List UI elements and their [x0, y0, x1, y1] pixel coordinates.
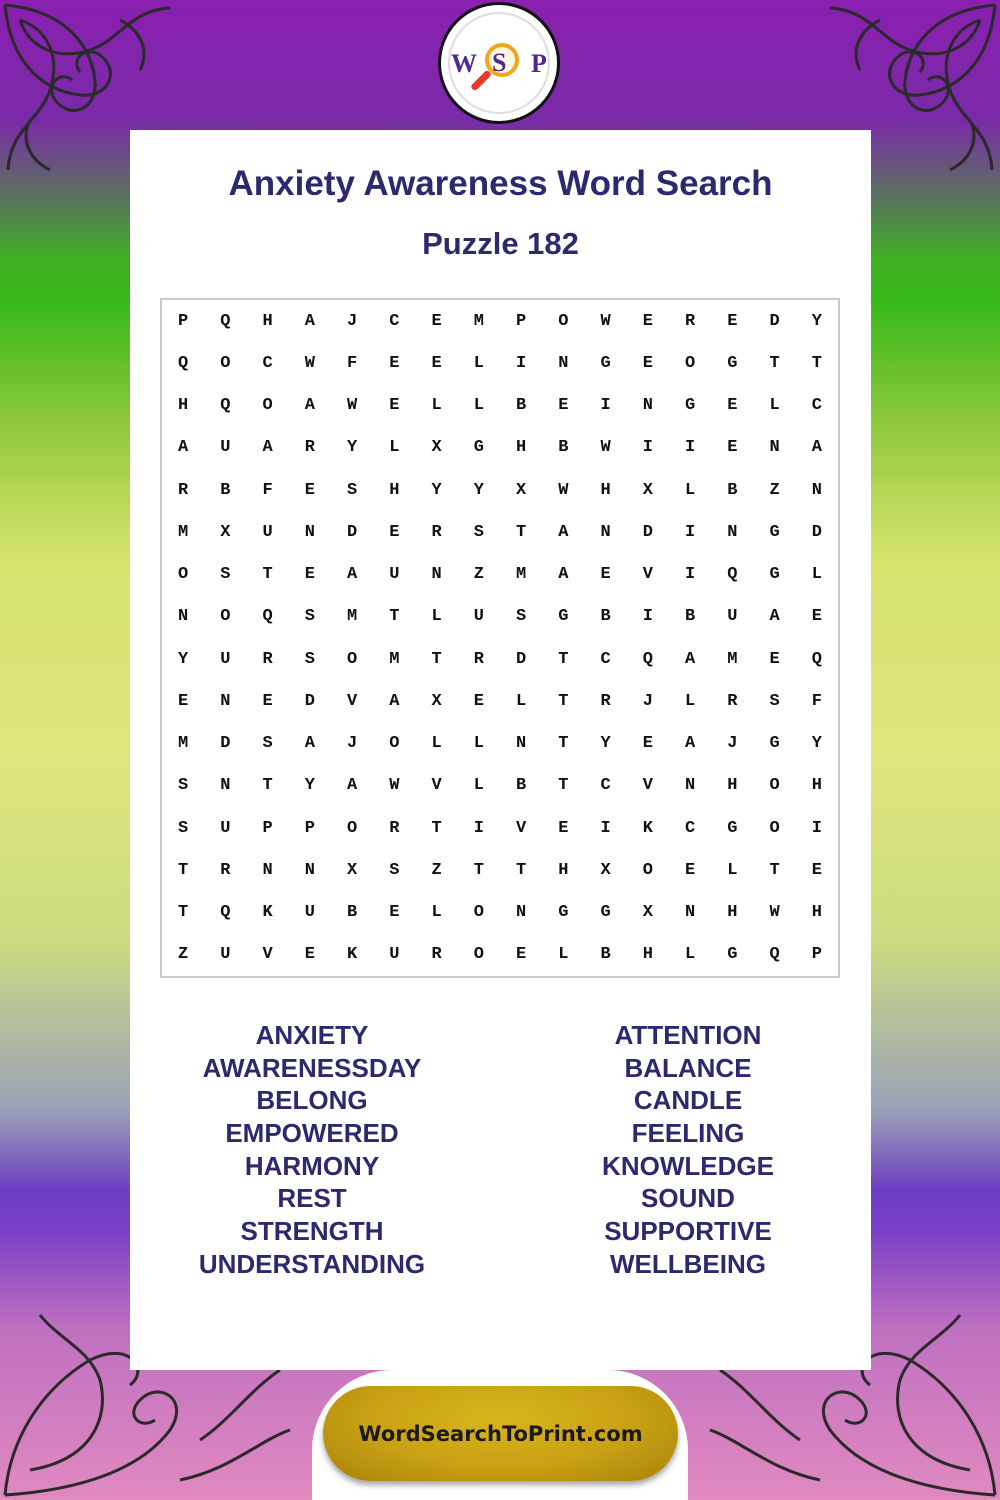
- grid-cell[interactable]: G: [558, 607, 569, 627]
- grid-cell[interactable]: B: [600, 607, 611, 627]
- grid-cell[interactable]: M: [347, 607, 358, 627]
- grid-cell[interactable]: O: [347, 818, 358, 838]
- grid-cell[interactable]: C: [600, 649, 611, 669]
- grid-cell[interactable]: U: [220, 438, 231, 458]
- grid-cell[interactable]: T: [769, 860, 780, 880]
- grid-cell[interactable]: F: [811, 691, 822, 711]
- grid-cell[interactable]: Y: [473, 480, 484, 500]
- word-list-item: WELLBEING: [610, 1248, 766, 1279]
- grid-cell[interactable]: S: [178, 776, 189, 796]
- grid-cell[interactable]: D: [769, 311, 780, 331]
- grid-cell[interactable]: T: [516, 860, 527, 880]
- grid-cell[interactable]: G: [685, 396, 696, 416]
- grid-cell[interactable]: E: [304, 565, 315, 585]
- grid-cell[interactable]: E: [558, 818, 569, 838]
- grid-cell[interactable]: B: [516, 396, 527, 416]
- grid-cell[interactable]: L: [685, 945, 696, 965]
- grid-cell[interactable]: Z: [431, 860, 442, 880]
- grid-cell[interactable]: L: [811, 565, 822, 585]
- grid-cell[interactable]: N: [516, 734, 527, 754]
- grid-cell[interactable]: Q: [262, 607, 273, 627]
- grid-cell[interactable]: L: [431, 734, 442, 754]
- grid-cell[interactable]: O: [769, 776, 780, 796]
- grid-cell[interactable]: E: [304, 945, 315, 965]
- grid-cell[interactable]: R: [685, 311, 696, 331]
- grid-cell[interactable]: A: [347, 565, 358, 585]
- grid-cell[interactable]: Q: [727, 565, 738, 585]
- grid-cell[interactable]: I: [685, 438, 696, 458]
- grid-cell[interactable]: G: [600, 903, 611, 923]
- grid-cell[interactable]: E: [431, 353, 442, 373]
- grid-cell[interactable]: T: [811, 353, 822, 373]
- word-list-item: FEELING: [631, 1118, 745, 1149]
- grid-cell[interactable]: W: [558, 480, 569, 500]
- grid-cell[interactable]: Y: [431, 480, 442, 500]
- grid-cell[interactable]: M: [473, 311, 484, 331]
- grid-cell[interactable]: Z: [769, 480, 780, 500]
- grid-cell[interactable]: T: [178, 860, 189, 880]
- grid-cell[interactable]: T: [262, 565, 273, 585]
- grid-cell[interactable]: O: [769, 818, 780, 838]
- grid-cell[interactable]: D: [304, 691, 315, 711]
- grid-cell[interactable]: V: [516, 818, 527, 838]
- grid-cell[interactable]: I: [600, 396, 611, 416]
- grid-cell[interactable]: W: [304, 353, 315, 373]
- grid-cell[interactable]: H: [811, 776, 822, 796]
- grid-cell[interactable]: T: [473, 860, 484, 880]
- grid-cell[interactable]: U: [389, 565, 400, 585]
- grid-cell[interactable]: M: [178, 522, 189, 542]
- grid-cell[interactable]: Y: [347, 438, 358, 458]
- grid-cell[interactable]: E: [811, 607, 822, 627]
- grid-cell[interactable]: B: [558, 438, 569, 458]
- grid-cell[interactable]: R: [727, 691, 738, 711]
- grid-cell[interactable]: Y: [304, 776, 315, 796]
- grid-cell[interactable]: N: [811, 480, 822, 500]
- grid-cell[interactable]: H: [516, 438, 527, 458]
- grid-cell[interactable]: I: [516, 353, 527, 373]
- grid-cell[interactable]: L: [431, 607, 442, 627]
- page-title: Anxiety Awareness Word Search: [228, 164, 773, 203]
- grid-cell[interactable]: A: [178, 438, 189, 458]
- grid-cell[interactable]: D: [811, 522, 822, 542]
- grid-cell[interactable]: W: [600, 438, 611, 458]
- grid-cell[interactable]: E: [389, 903, 400, 923]
- grid-cell[interactable]: T: [769, 353, 780, 373]
- grid-cell[interactable]: F: [347, 353, 358, 373]
- grid-cell[interactable]: R: [262, 649, 273, 669]
- grid-cell[interactable]: A: [262, 438, 273, 458]
- word-list-item: KNOWLEDGE: [602, 1150, 774, 1181]
- grid-cell[interactable]: O: [685, 353, 696, 373]
- grid-cell[interactable]: M: [516, 565, 527, 585]
- grid-cell[interactable]: C: [600, 776, 611, 796]
- site-link-label: WordSearchToPrint.com: [358, 1421, 643, 1446]
- grid-cell[interactable]: A: [769, 607, 780, 627]
- grid-cell[interactable]: U: [389, 945, 400, 965]
- grid-cell[interactable]: P: [262, 818, 273, 838]
- word-list-item: UNDERSTANDING: [198, 1248, 426, 1279]
- grid-cell[interactable]: V: [642, 565, 653, 585]
- grid-cell[interactable]: L: [769, 396, 780, 416]
- grid-cell[interactable]: N: [178, 607, 189, 627]
- grid-cell[interactable]: E: [811, 860, 822, 880]
- grid-cell[interactable]: N: [304, 860, 315, 880]
- grid-cell[interactable]: Q: [811, 649, 822, 669]
- grid-cell[interactable]: O: [558, 311, 569, 331]
- grid-cell[interactable]: E: [727, 311, 738, 331]
- grid-cell[interactable]: R: [600, 691, 611, 711]
- grid-cell[interactable]: O: [473, 945, 484, 965]
- grid-cell[interactable]: H: [262, 311, 273, 331]
- grid-cell[interactable]: T: [389, 607, 400, 627]
- word-list-item: STRENGTH: [240, 1216, 384, 1247]
- grid-cell[interactable]: J: [727, 734, 738, 754]
- grid-cell[interactable]: L: [473, 396, 484, 416]
- grid-cell[interactable]: J: [347, 311, 358, 331]
- grid-cell[interactable]: I: [685, 565, 696, 585]
- grid-cell[interactable]: Q: [220, 311, 231, 331]
- grid-cell[interactable]: E: [431, 311, 442, 331]
- grid-cell[interactable]: T: [558, 649, 569, 669]
- grid-cell[interactable]: Y: [600, 734, 611, 754]
- grid-cell[interactable]: O: [473, 903, 484, 923]
- grid-cell[interactable]: F: [262, 480, 273, 500]
- grid-cell[interactable]: A: [304, 396, 315, 416]
- grid-cell[interactable]: O: [262, 396, 273, 416]
- grid-cell[interactable]: Y: [178, 649, 189, 669]
- grid-cell[interactable]: S: [473, 522, 484, 542]
- grid-cell[interactable]: V: [431, 776, 442, 796]
- grid-cell[interactable]: G: [727, 353, 738, 373]
- grid-cell[interactable]: G: [558, 903, 569, 923]
- grid-cell[interactable]: U: [220, 818, 231, 838]
- grid-cell[interactable]: E: [262, 691, 273, 711]
- grid-cell[interactable]: D: [347, 522, 358, 542]
- grid-cell[interactable]: N: [727, 522, 738, 542]
- grid-cell[interactable]: E: [389, 353, 400, 373]
- grid-cell[interactable]: G: [600, 353, 611, 373]
- grid-cell[interactable]: U: [473, 607, 484, 627]
- grid-cell[interactable]: V: [642, 776, 653, 796]
- grid-cell[interactable]: N: [220, 776, 231, 796]
- grid-cell[interactable]: E: [389, 396, 400, 416]
- grid-cell[interactable]: S: [304, 607, 315, 627]
- grid-cell[interactable]: Y: [811, 734, 822, 754]
- grid-cell[interactable]: S: [304, 649, 315, 669]
- grid-cell[interactable]: T: [431, 818, 442, 838]
- grid-cell[interactable]: N: [431, 565, 442, 585]
- grid-cell[interactable]: E: [473, 691, 484, 711]
- grid-cell[interactable]: L: [473, 353, 484, 373]
- grid-cell[interactable]: L: [558, 945, 569, 965]
- grid-cell[interactable]: U: [304, 903, 315, 923]
- grid-cell[interactable]: Z: [473, 565, 484, 585]
- grid-cell[interactable]: E: [516, 945, 527, 965]
- grid-cell[interactable]: U: [727, 607, 738, 627]
- wsp-logo[interactable]: [438, 2, 560, 124]
- word-list-item: CANDLE: [633, 1085, 743, 1116]
- grid-cell[interactable]: G: [769, 565, 780, 585]
- grid-cell[interactable]: E: [642, 734, 653, 754]
- grid-cell[interactable]: P: [516, 311, 527, 331]
- word-list-item: SUPPORTIVE: [604, 1216, 772, 1247]
- grid-cell[interactable]: P: [304, 818, 315, 838]
- grid-cell[interactable]: N: [685, 903, 696, 923]
- grid-cell[interactable]: R: [431, 522, 442, 542]
- site-link-button[interactable]: [323, 1386, 678, 1481]
- word-list-item: REST: [277, 1183, 347, 1214]
- grid-cell[interactable]: L: [473, 776, 484, 796]
- grid-cell[interactable]: X: [642, 903, 653, 923]
- grid-cell[interactable]: N: [558, 353, 569, 373]
- grid-cell[interactable]: W: [769, 903, 780, 923]
- grid-cell[interactable]: I: [642, 607, 653, 627]
- grid-cell[interactable]: T: [431, 649, 442, 669]
- grid-cell[interactable]: U: [220, 649, 231, 669]
- grid-cell[interactable]: M: [178, 734, 189, 754]
- grid-cell[interactable]: Q: [220, 903, 231, 923]
- grid-cell[interactable]: O: [642, 860, 653, 880]
- grid-cell[interactable]: X: [600, 860, 611, 880]
- grid-cell[interactable]: S: [769, 691, 780, 711]
- grid-cell[interactable]: B: [600, 945, 611, 965]
- grid-cell[interactable]: G: [473, 438, 484, 458]
- grid-cell[interactable]: C: [262, 353, 273, 373]
- grid-cell[interactable]: H: [600, 480, 611, 500]
- grid-cell[interactable]: N: [304, 522, 315, 542]
- grid-cell[interactable]: T: [516, 522, 527, 542]
- grid-cell[interactable]: G: [769, 522, 780, 542]
- grid-cell[interactable]: A: [811, 438, 822, 458]
- grid-cell[interactable]: A: [347, 776, 358, 796]
- grid-cell[interactable]: I: [600, 818, 611, 838]
- grid-cell[interactable]: A: [389, 691, 400, 711]
- grid-cell[interactable]: I: [642, 438, 653, 458]
- grid-cell[interactable]: I: [811, 818, 822, 838]
- grid-cell[interactable]: E: [600, 565, 611, 585]
- grid-cell[interactable]: Y: [811, 311, 822, 331]
- grid-cell[interactable]: W: [347, 396, 358, 416]
- grid-cell[interactable]: D: [642, 522, 653, 542]
- grid-cell[interactable]: R: [431, 945, 442, 965]
- grid-cell[interactable]: W: [600, 311, 611, 331]
- grid-cell[interactable]: O: [347, 649, 358, 669]
- grid-cell[interactable]: X: [642, 480, 653, 500]
- grid-cell[interactable]: S: [347, 480, 358, 500]
- grid-cell[interactable]: X: [431, 691, 442, 711]
- grid-cell[interactable]: X: [347, 860, 358, 880]
- grid-cell[interactable]: A: [304, 734, 315, 754]
- grid-cell[interactable]: R: [220, 860, 231, 880]
- grid-cell[interactable]: L: [685, 480, 696, 500]
- grid-cell[interactable]: P: [178, 311, 189, 331]
- word-list-item: EMPOWERED: [225, 1118, 399, 1149]
- grid-cell[interactable]: N: [769, 438, 780, 458]
- word-list-item: AWARENESSDAY: [202, 1052, 422, 1083]
- grid-cell[interactable]: A: [304, 311, 315, 331]
- grid-cell[interactable]: Q: [178, 353, 189, 373]
- grid-cell[interactable]: R: [473, 649, 484, 669]
- grid-cell[interactable]: L: [727, 860, 738, 880]
- grid-cell[interactable]: J: [642, 691, 653, 711]
- grid-cell[interactable]: G: [727, 818, 738, 838]
- grid-cell[interactable]: N: [600, 522, 611, 542]
- grid-cell[interactable]: K: [642, 818, 653, 838]
- grid-cell[interactable]: H: [727, 903, 738, 923]
- grid-cell[interactable]: O: [220, 607, 231, 627]
- grid-cell[interactable]: T: [178, 903, 189, 923]
- grid-cell[interactable]: S: [178, 818, 189, 838]
- grid-cell[interactable]: Q: [642, 649, 653, 669]
- grid-cell[interactable]: N: [262, 860, 273, 880]
- word-list-item: BELONG: [256, 1085, 368, 1116]
- grid-cell[interactable]: K: [347, 945, 358, 965]
- logo-letter-p: P: [531, 49, 547, 78]
- grid-cell[interactable]: E: [558, 396, 569, 416]
- grid-cell[interactable]: B: [220, 480, 231, 500]
- grid-cell[interactable]: I: [473, 818, 484, 838]
- grid-cell[interactable]: S: [516, 607, 527, 627]
- grid-cell[interactable]: V: [347, 691, 358, 711]
- grid-cell[interactable]: H: [558, 860, 569, 880]
- grid-cell[interactable]: U: [220, 945, 231, 965]
- grid-cell[interactable]: N: [220, 691, 231, 711]
- grid-cell[interactable]: R: [178, 480, 189, 500]
- word-list-item: SOUND: [641, 1183, 735, 1214]
- grid-cell[interactable]: V: [262, 945, 273, 965]
- word-list-item: ATTENTION: [614, 1020, 762, 1050]
- grid-cell[interactable]: M: [389, 649, 400, 669]
- grid-cell[interactable]: N: [642, 396, 653, 416]
- grid-cell[interactable]: R: [304, 438, 315, 458]
- grid-cell[interactable]: A: [685, 734, 696, 754]
- grid-cell[interactable]: X: [431, 438, 442, 458]
- grid-cell[interactable]: L: [685, 691, 696, 711]
- grid-cell[interactable]: A: [558, 522, 569, 542]
- grid-cell[interactable]: M: [727, 649, 738, 669]
- word-list-item: BALANCE: [624, 1052, 752, 1083]
- grid-cell[interactable]: E: [642, 311, 653, 331]
- grid-cell[interactable]: D: [220, 734, 231, 754]
- grid-cell[interactable]: G: [727, 945, 738, 965]
- grid-cell[interactable]: J: [347, 734, 358, 754]
- grid-cell[interactable]: E: [389, 522, 400, 542]
- grid-cell[interactable]: L: [389, 438, 400, 458]
- grid-cell[interactable]: H: [178, 396, 189, 416]
- grid-cell[interactable]: H: [389, 480, 400, 500]
- word-list-item: HARMONY: [244, 1150, 380, 1181]
- grid-cell[interactable]: O: [220, 353, 231, 373]
- grid-cell[interactable]: U: [262, 522, 273, 542]
- grid-cell[interactable]: C: [389, 311, 400, 331]
- grid-cell[interactable]: T: [262, 776, 273, 796]
- grid-cell[interactable]: Z: [178, 945, 189, 965]
- grid-cell[interactable]: K: [262, 903, 273, 923]
- grid-cell[interactable]: C: [811, 396, 822, 416]
- letter-grid[interactable]: [160, 298, 840, 978]
- grid-cell[interactable]: Q: [220, 396, 231, 416]
- grid-cell[interactable]: E: [727, 438, 738, 458]
- grid-cell[interactable]: B: [347, 903, 358, 923]
- grid-cell[interactable]: E: [642, 353, 653, 373]
- grid-cell[interactable]: O: [178, 565, 189, 585]
- grid-cell[interactable]: B: [685, 607, 696, 627]
- grid-cell[interactable]: N: [516, 903, 527, 923]
- grid-cell[interactable]: E: [304, 480, 315, 500]
- grid-cell[interactable]: G: [769, 734, 780, 754]
- grid-cell[interactable]: T: [558, 691, 569, 711]
- grid-cell[interactable]: I: [685, 522, 696, 542]
- grid-cell[interactable]: E: [178, 691, 189, 711]
- grid-cell[interactable]: T: [558, 776, 569, 796]
- grid-cell[interactable]: L: [473, 734, 484, 754]
- puzzle-number: Puzzle 182: [422, 226, 579, 261]
- grid-cell[interactable]: W: [389, 776, 400, 796]
- grid-cell[interactable]: X: [516, 480, 527, 500]
- grid-cell[interactable]: O: [389, 734, 400, 754]
- grid-cell[interactable]: L: [516, 691, 527, 711]
- word-list-right: [528, 1019, 848, 1281]
- grid-cell[interactable]: S: [262, 734, 273, 754]
- grid-cell[interactable]: B: [516, 776, 527, 796]
- grid-cell[interactable]: A: [558, 565, 569, 585]
- grid-cell[interactable]: H: [642, 945, 653, 965]
- grid-cell[interactable]: L: [431, 396, 442, 416]
- grid-cell[interactable]: L: [431, 903, 442, 923]
- word-list-item: ANXIETY: [255, 1020, 369, 1050]
- grid-cell[interactable]: P: [811, 945, 822, 965]
- grid-cell[interactable]: H: [811, 903, 822, 923]
- grid-cell[interactable]: T: [558, 734, 569, 754]
- grid-cell[interactable]: S: [220, 565, 231, 585]
- logo-letter-w: W: [451, 49, 477, 78]
- grid-cell[interactable]: B: [727, 480, 738, 500]
- grid-cell[interactable]: Q: [769, 945, 780, 965]
- grid-cell[interactable]: C: [685, 818, 696, 838]
- grid-cell[interactable]: D: [516, 649, 527, 669]
- word-list-left: [152, 1019, 472, 1281]
- grid-cell[interactable]: E: [727, 396, 738, 416]
- logo-letter-s: S: [492, 48, 507, 77]
- grid-cell[interactable]: A: [685, 649, 696, 669]
- grid-cell[interactable]: R: [389, 818, 400, 838]
- grid-cell[interactable]: S: [389, 860, 400, 880]
- grid-cell[interactable]: X: [220, 522, 231, 542]
- grid-cell[interactable]: H: [727, 776, 738, 796]
- grid-cell[interactable]: E: [769, 649, 780, 669]
- grid-cell[interactable]: E: [685, 860, 696, 880]
- grid-cell[interactable]: N: [685, 776, 696, 796]
